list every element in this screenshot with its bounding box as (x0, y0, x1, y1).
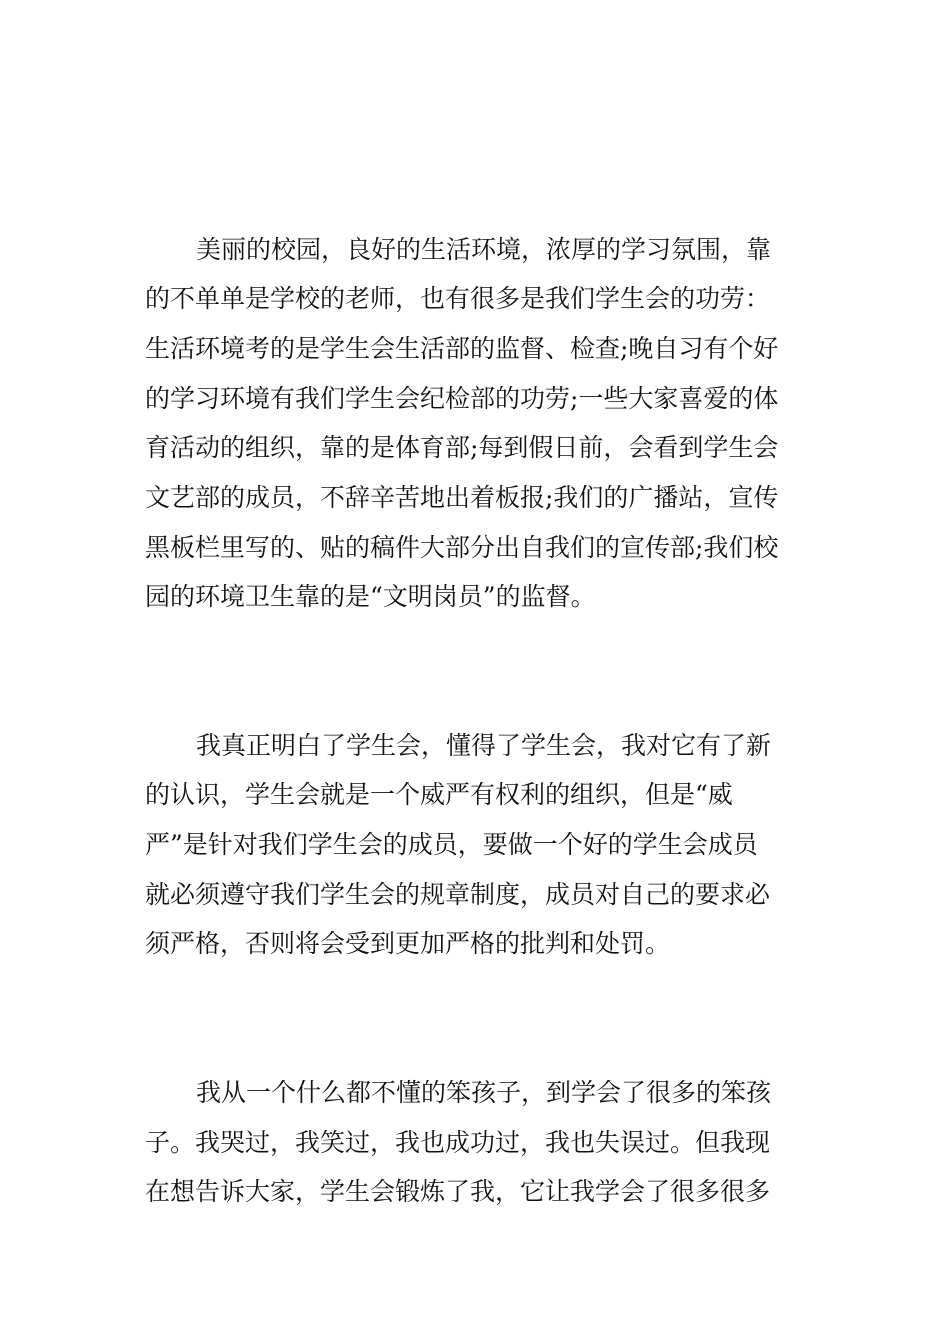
paragraph-2-line-1: 我真正明白了学生会，懂得了学生会，我对它有了新 (196, 731, 772, 760)
paragraph-1-line-4: 的学习环境有我们学生会纪检部的功劳;一些大家喜爱的体 (145, 384, 779, 413)
paragraph-1-line-7: 黑板栏里写的、贴的稿件大部分出自我们的宣传部;我们校 (145, 533, 779, 562)
paragraph-1-line-6: 文艺部的成员，不辞辛苦地出着板报;我们的广播站，宣传 (145, 483, 779, 512)
paragraph-3-line-2: 子。我哭过，我笑过，我也成功过，我也失误过。但我现 (145, 1128, 771, 1157)
paragraph-1-line-1: 美丽的校园，良好的生活环境，浓厚的学习氛围，靠 (196, 235, 772, 264)
paragraph-1-line-3: 生活环境考的是学生会生活部的监督、检查;晚自习有个好 (145, 334, 779, 363)
paragraph-3-line-1: 我从一个什么都不懂的笨孩子，到学会了很多的笨孩 (196, 1078, 772, 1107)
paragraph-1-line-8: 园的环境卫生靠的是“文明岗员”的监督。 (145, 582, 596, 611)
paragraph-2-line-2: 的认识，学生会就是一个威严有权利的组织，但是“威 (145, 780, 733, 809)
paragraph-2-line-3: 严”是针对我们学生会的成员，要做一个好的学生会成员 (145, 830, 758, 859)
paragraph-3-line-3: 在想告诉大家，学生会锻炼了我，它让我学会了很多很多 (145, 1177, 771, 1206)
paragraph-1-line-5: 育活动的组织，靠的是体育部;每到假日前，会看到学生会 (145, 433, 779, 462)
paragraph-2-line-5: 须严格，否则将会受到更加严格的批判和处罚。 (145, 929, 671, 958)
paragraph-1-line-2: 的不单单是学校的老师，也有很多是我们学生会的功劳： (145, 284, 771, 313)
paragraph-2-line-4: 就必须遵守我们学生会的规章制度，成员对自己的要求必 (145, 880, 771, 909)
